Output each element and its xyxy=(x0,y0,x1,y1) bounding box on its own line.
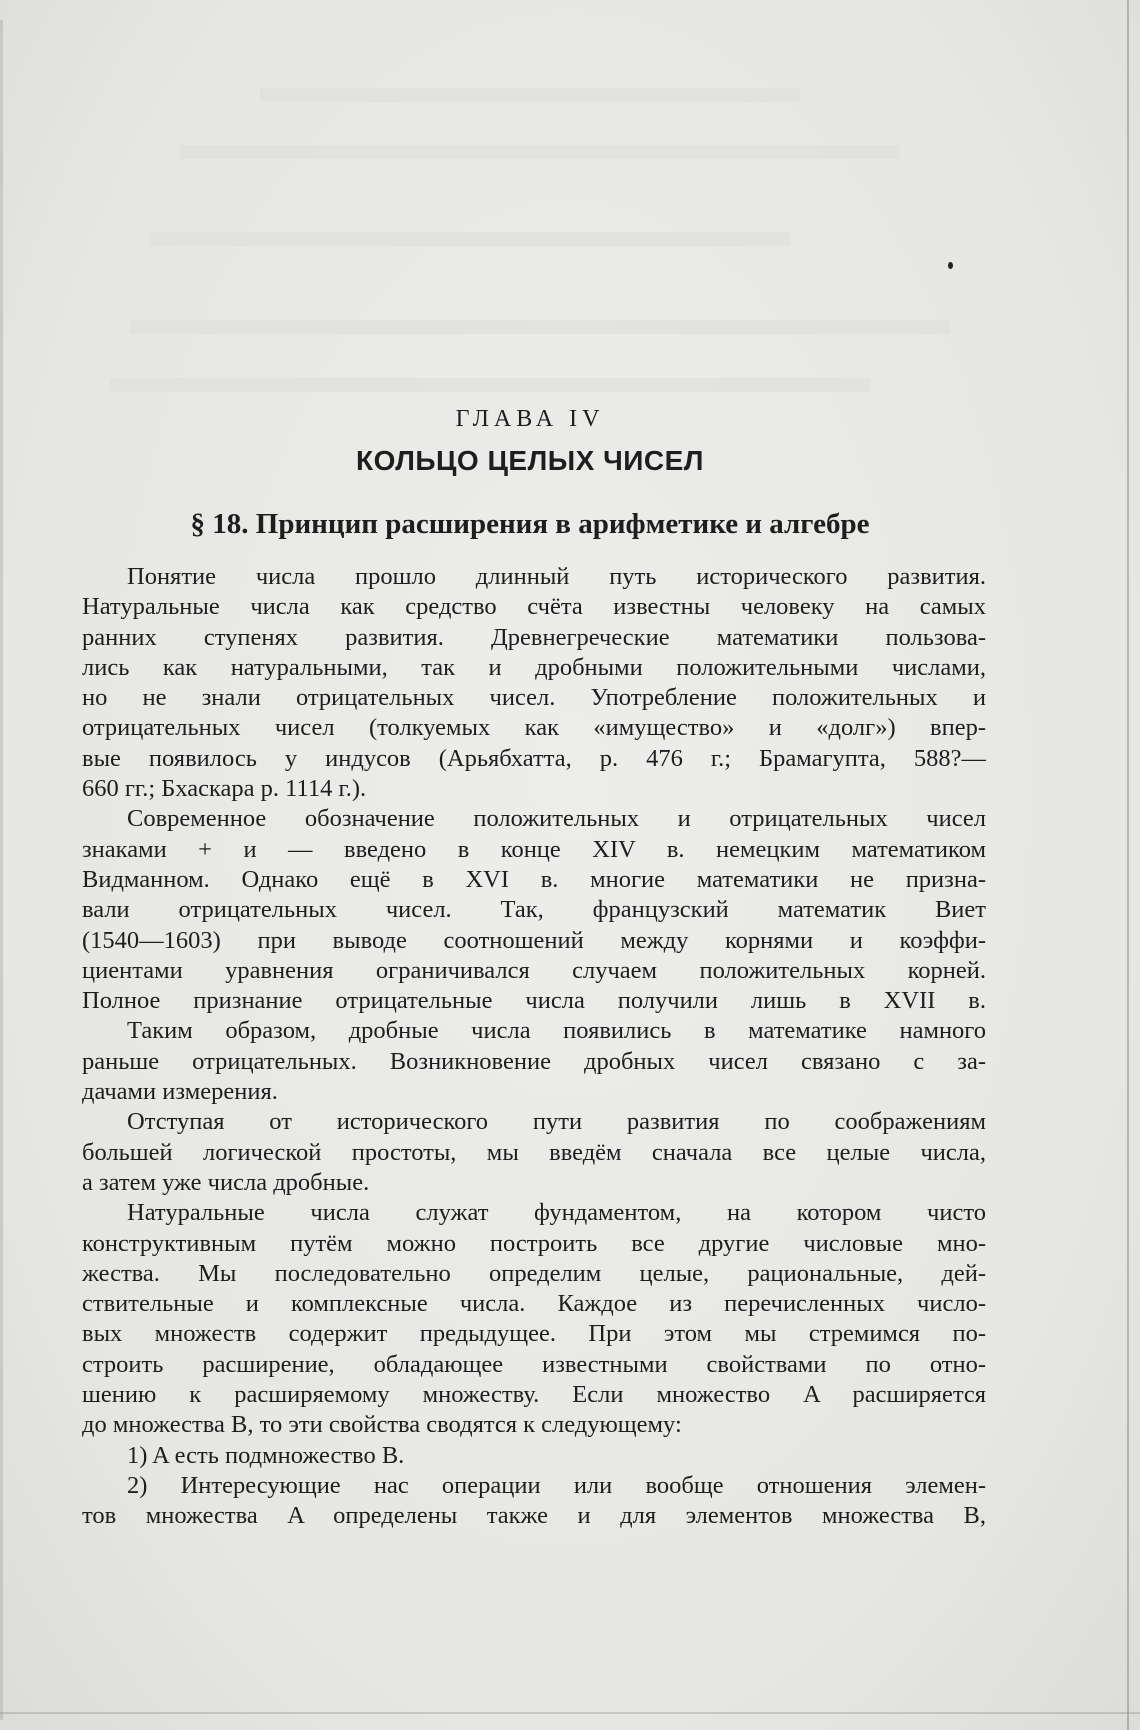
page-left-edge xyxy=(0,20,3,1720)
text-line: 2) Интересующие нас операции или вообще отношения элемен- xyxy=(127,1471,986,1499)
text-line: Натуральные числа служат фундаментом, на котором чисто xyxy=(127,1199,986,1227)
chapter-label: ГЛАВА IV xyxy=(455,406,605,432)
text-line: до множества B, то эти свойства сводятся к следующему: xyxy=(82,1411,682,1439)
text-line: Полное признание отрицательные числа получили лишь в XVII в. xyxy=(82,987,986,1015)
text-line: вали отрицательных чисел. Так, французский математик Виет xyxy=(82,896,986,924)
text-line: большей логической простоты, мы введём сначала все целые числа, xyxy=(82,1138,986,1166)
bleed-through-line xyxy=(150,232,790,246)
text-line: вые появилось у индусов (Арьябхатта, р. 476 г.; Брамагупта, 588?— xyxy=(82,744,986,772)
text-line: циентами уравнения ограничивался случаем положительных корней. xyxy=(82,956,986,984)
body-text xyxy=(82,562,986,1532)
bleed-through-line xyxy=(180,145,900,159)
page-bottom-edge xyxy=(0,1712,1140,1714)
text-line: дачами измерения. xyxy=(82,1078,278,1106)
text-line: знаками + и — введено в конце XIV в. немецким математиком xyxy=(82,835,986,863)
text-line: лись как натуральными, так и дробными положительными числами, xyxy=(82,653,986,681)
text-line: Таким образом, дробные числа появились в математике намного xyxy=(127,1017,986,1045)
text-line: а затем уже числа дробные. xyxy=(82,1168,370,1196)
section-title: § 18. Принцип расширения в арифметике и алгебре xyxy=(190,508,870,540)
text-line: Отступая от исторического пути развития по соображениям xyxy=(127,1108,986,1136)
text-line: отрицательных чисел (толкуемых как «имущество» и «долг») впер- xyxy=(82,714,986,742)
text-line: ствительные и комплексные числа. Каждое из перечисленных число- xyxy=(82,1290,986,1318)
bleed-through-line xyxy=(110,378,870,392)
text-line: ранних ступенях развития. Древнегреческие математики пользова- xyxy=(82,623,986,651)
chapter-title: КОЛЬЦО ЦЕЛЫХ ЧИСЕЛ xyxy=(356,445,704,476)
text-line: 660 гг.; Бхаскара р. 1114 г.). xyxy=(82,775,367,803)
print-speck xyxy=(948,262,953,269)
bleed-through-line xyxy=(260,88,800,102)
text-line: жества. Мы последовательно определим целые, рациональные, дей- xyxy=(82,1259,986,1287)
text-line: но не знали отрицательных чисел. Употребление положительных и xyxy=(82,684,986,712)
text-line: Современное обозначение положительных и отрицательных чисел xyxy=(127,805,986,833)
page-right-edge xyxy=(1127,0,1129,1730)
text-line: Понятие числа прошло длинный путь исторического развития. xyxy=(127,563,986,590)
text-line: раньше отрицательных. Возникновение дробных чисел связано с за- xyxy=(82,1047,986,1075)
text-line: Натуральные числа как средство счёта известны человеку на самых xyxy=(82,593,986,621)
text-line: вых множеств содержит предыдущее. При этом мы стремимся по- xyxy=(82,1320,986,1348)
text-line: тов множества A определены также и для элементов множества B, xyxy=(82,1502,986,1530)
text-line: 1) A есть подмножество B. xyxy=(127,1441,405,1469)
text-line: (1540—1603) при выводе соотношений между корнями и коэффи- xyxy=(82,926,986,954)
text-line: конструктивным путём можно построить все другие числовые мно- xyxy=(82,1229,986,1257)
text-line: Видманном. Однако ещё в XVI в. многие математики не призна- xyxy=(82,865,986,893)
bleed-through-line xyxy=(130,320,950,334)
text-line: строить расширение, обладающее известными свойствами по отно- xyxy=(82,1350,986,1378)
text-line: шению к расширяемому множеству. Если множество A расширяется xyxy=(82,1381,986,1409)
